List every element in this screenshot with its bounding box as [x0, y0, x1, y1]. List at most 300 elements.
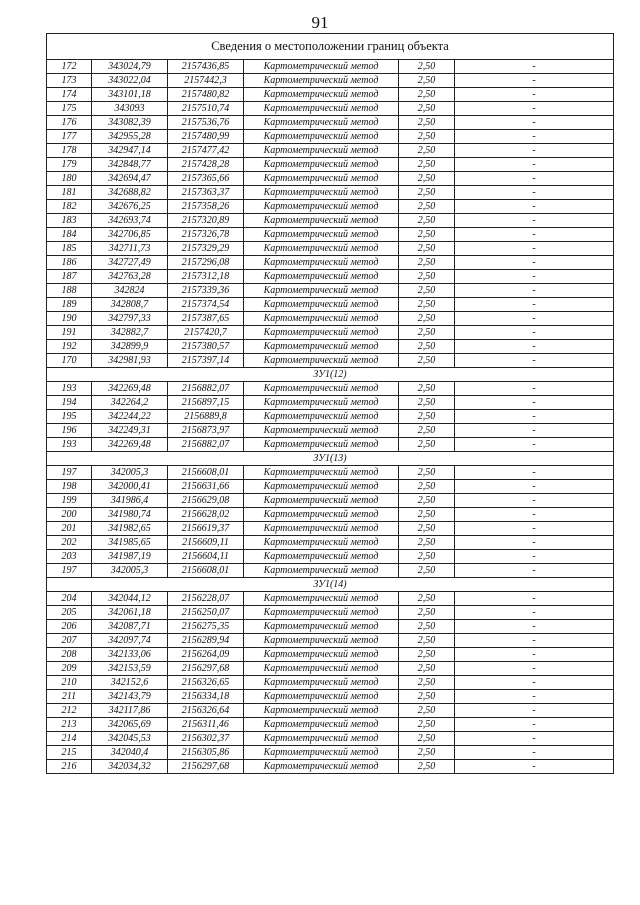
method-cell: Картометрический метод: [244, 438, 399, 452]
method-cell: Картометрический метод: [244, 396, 399, 410]
table-row: [47, 508, 614, 522]
point-number-cell: 193: [47, 438, 92, 452]
method-cell: Картометрический метод: [244, 718, 399, 732]
point-number-cell: 214: [47, 732, 92, 746]
y-coordinate-cell: 2156882,07: [168, 438, 244, 452]
y-coordinate-cell: 2156889,8: [168, 410, 244, 424]
accuracy-cell: 2,50: [399, 186, 455, 200]
point-number-cell: 178: [47, 144, 92, 158]
x-coordinate-cell: 342065,69: [92, 718, 168, 732]
point-number-cell: 211: [47, 690, 92, 704]
method-cell: Картометрический метод: [244, 536, 399, 550]
description-cell: -: [455, 480, 614, 494]
description-cell: -: [455, 172, 614, 186]
method-cell: Картометрический метод: [244, 592, 399, 606]
method-cell: Картометрический метод: [244, 550, 399, 564]
point-number-cell: 186: [47, 256, 92, 270]
table-title-row: [47, 34, 614, 60]
x-coordinate-cell: 342676,25: [92, 200, 168, 214]
x-coordinate-cell: 343101,18: [92, 88, 168, 102]
table-row: [47, 760, 614, 774]
accuracy-cell: 2,50: [399, 662, 455, 676]
point-number-cell: 183: [47, 214, 92, 228]
table-row: [47, 438, 614, 452]
table-row: [47, 676, 614, 690]
table-row: [47, 354, 614, 368]
description-cell: -: [455, 606, 614, 620]
x-coordinate-cell: 342269,48: [92, 382, 168, 396]
y-coordinate-cell: 2156302,37: [168, 732, 244, 746]
y-coordinate-cell: 2157397,14: [168, 354, 244, 368]
accuracy-cell: 2,50: [399, 438, 455, 452]
description-cell: -: [455, 690, 614, 704]
table-body: [47, 34, 614, 774]
table-row: [47, 172, 614, 186]
accuracy-cell: 2,50: [399, 102, 455, 116]
accuracy-cell: 2,50: [399, 214, 455, 228]
accuracy-cell: 2,50: [399, 522, 455, 536]
description-cell: -: [455, 648, 614, 662]
description-cell: -: [455, 620, 614, 634]
point-number-cell: 198: [47, 480, 92, 494]
page-number: 91: [311, 13, 329, 32]
accuracy-cell: 2,50: [399, 228, 455, 242]
accuracy-cell: 2,50: [399, 74, 455, 88]
y-coordinate-cell: 2157329,29: [168, 242, 244, 256]
point-number-cell: 202: [47, 536, 92, 550]
y-coordinate-cell: 2157480,82: [168, 88, 244, 102]
description-cell: -: [455, 116, 614, 130]
x-coordinate-cell: 342763,28: [92, 270, 168, 284]
method-cell: Картометрический метод: [244, 494, 399, 508]
table-row: [47, 284, 614, 298]
accuracy-cell: 2,50: [399, 592, 455, 606]
y-coordinate-cell: 2156629,08: [168, 494, 244, 508]
y-coordinate-cell: 2156604,11: [168, 550, 244, 564]
y-coordinate-cell: 2157436,85: [168, 60, 244, 74]
accuracy-cell: 2,50: [399, 312, 455, 326]
description-cell: -: [455, 326, 614, 340]
table-row: [47, 214, 614, 228]
y-coordinate-cell: 2156297,68: [168, 662, 244, 676]
point-number-cell: 197: [47, 466, 92, 480]
description-cell: -: [455, 704, 614, 718]
method-cell: Картометрический метод: [244, 242, 399, 256]
description-cell: -: [455, 270, 614, 284]
point-number-cell: 216: [47, 760, 92, 774]
y-coordinate-cell: 2157296,08: [168, 256, 244, 270]
point-number-cell: 210: [47, 676, 92, 690]
table-row: [47, 74, 614, 88]
x-coordinate-cell: 342848,77: [92, 158, 168, 172]
table-row: [47, 704, 614, 718]
accuracy-cell: 2,50: [399, 606, 455, 620]
x-coordinate-cell: 342693,74: [92, 214, 168, 228]
table-row: [47, 298, 614, 312]
method-cell: Картометрический метод: [244, 760, 399, 774]
method-cell: Картометрический метод: [244, 326, 399, 340]
x-coordinate-cell: 342005,3: [92, 466, 168, 480]
accuracy-cell: 2,50: [399, 200, 455, 214]
method-cell: Картометрический метод: [244, 312, 399, 326]
point-number-cell: 207: [47, 634, 92, 648]
method-cell: Картометрический метод: [244, 74, 399, 88]
x-coordinate-cell: 342264,2: [92, 396, 168, 410]
point-number-cell: 184: [47, 228, 92, 242]
description-cell: -: [455, 340, 614, 354]
method-cell: Картометрический метод: [244, 606, 399, 620]
method-cell: Картометрический метод: [244, 732, 399, 746]
x-coordinate-cell: 342045,53: [92, 732, 168, 746]
table-row: [47, 396, 614, 410]
y-coordinate-cell: 2157374,54: [168, 298, 244, 312]
point-number-cell: 179: [47, 158, 92, 172]
table-row: [47, 340, 614, 354]
x-coordinate-cell: 342899,9: [92, 340, 168, 354]
point-number-cell: 203: [47, 550, 92, 564]
y-coordinate-cell: 2157510,74: [168, 102, 244, 116]
accuracy-cell: 2,50: [399, 354, 455, 368]
table-row: [47, 662, 614, 676]
accuracy-cell: 2,50: [399, 746, 455, 760]
point-number-cell: 213: [47, 718, 92, 732]
y-coordinate-cell: 2157428,28: [168, 158, 244, 172]
table-row: [47, 718, 614, 732]
accuracy-cell: 2,50: [399, 536, 455, 550]
description-cell: -: [455, 536, 614, 550]
x-coordinate-cell: 341980,74: [92, 508, 168, 522]
point-number-cell: 191: [47, 326, 92, 340]
section-row: [47, 578, 614, 592]
description-cell: -: [455, 410, 614, 424]
table-row: [47, 536, 614, 550]
method-cell: Картометрический метод: [244, 186, 399, 200]
method-cell: Картометрический метод: [244, 270, 399, 284]
x-coordinate-cell: 342034,32: [92, 760, 168, 774]
point-number-cell: 199: [47, 494, 92, 508]
y-coordinate-cell: 2156608,01: [168, 564, 244, 578]
x-coordinate-cell: 341982,65: [92, 522, 168, 536]
x-coordinate-cell: 342005,3: [92, 564, 168, 578]
y-coordinate-cell: 2157380,57: [168, 340, 244, 354]
table-row: [47, 550, 614, 564]
accuracy-cell: 2,50: [399, 648, 455, 662]
table-row: [47, 256, 614, 270]
point-number-cell: 206: [47, 620, 92, 634]
y-coordinate-cell: 2157339,36: [168, 284, 244, 298]
description-cell: -: [455, 746, 614, 760]
description-cell: -: [455, 312, 614, 326]
accuracy-cell: 2,50: [399, 60, 455, 74]
x-coordinate-cell: 343022,04: [92, 74, 168, 88]
method-cell: Картометрический метод: [244, 424, 399, 438]
point-number-cell: 193: [47, 382, 92, 396]
y-coordinate-cell: 2157536,76: [168, 116, 244, 130]
accuracy-cell: 2,50: [399, 382, 455, 396]
y-coordinate-cell: 2157320,89: [168, 214, 244, 228]
table-row: [47, 326, 614, 340]
point-number-cell: 174: [47, 88, 92, 102]
description-cell: -: [455, 158, 614, 172]
table-row: [47, 690, 614, 704]
y-coordinate-cell: 2156873,97: [168, 424, 244, 438]
y-coordinate-cell: 2156619,37: [168, 522, 244, 536]
table-row: [47, 522, 614, 536]
description-cell: -: [455, 676, 614, 690]
table-row: [47, 158, 614, 172]
y-coordinate-cell: 2157365,66: [168, 172, 244, 186]
method-cell: Картометрический метод: [244, 620, 399, 634]
method-cell: Картометрический метод: [244, 410, 399, 424]
accuracy-cell: 2,50: [399, 340, 455, 354]
description-cell: -: [455, 508, 614, 522]
description-cell: -: [455, 354, 614, 368]
accuracy-cell: 2,50: [399, 760, 455, 774]
method-cell: Картометрический метод: [244, 158, 399, 172]
method-cell: Картометрический метод: [244, 564, 399, 578]
accuracy-cell: 2,50: [399, 130, 455, 144]
x-coordinate-cell: 342706,85: [92, 228, 168, 242]
x-coordinate-cell: 342947,14: [92, 144, 168, 158]
y-coordinate-cell: 2156250,07: [168, 606, 244, 620]
table-row: [47, 466, 614, 480]
y-coordinate-cell: 2156264,09: [168, 648, 244, 662]
method-cell: Картометрический метод: [244, 704, 399, 718]
table-row: [47, 242, 614, 256]
description-cell: -: [455, 74, 614, 88]
point-number-cell: 195: [47, 410, 92, 424]
x-coordinate-cell: 343082,39: [92, 116, 168, 130]
table-row: [47, 270, 614, 284]
table-row: [47, 130, 614, 144]
method-cell: Картометрический метод: [244, 690, 399, 704]
table-row: [47, 648, 614, 662]
method-cell: Картометрический метод: [244, 662, 399, 676]
description-cell: -: [455, 718, 614, 732]
y-coordinate-cell: 2156628,02: [168, 508, 244, 522]
y-coordinate-cell: 2156882,07: [168, 382, 244, 396]
x-coordinate-cell: 342152,6: [92, 676, 168, 690]
accuracy-cell: 2,50: [399, 158, 455, 172]
accuracy-cell: 2,50: [399, 88, 455, 102]
y-coordinate-cell: 2157420,7: [168, 326, 244, 340]
y-coordinate-cell: 2157363,37: [168, 186, 244, 200]
x-coordinate-cell: 342882,7: [92, 326, 168, 340]
table-row: [47, 494, 614, 508]
accuracy-cell: 2,50: [399, 718, 455, 732]
y-coordinate-cell: 2156897,15: [168, 396, 244, 410]
boundary-coordinates-table: [46, 33, 614, 774]
method-cell: Картометрический метод: [244, 508, 399, 522]
accuracy-cell: 2,50: [399, 410, 455, 424]
method-cell: Картометрический метод: [244, 298, 399, 312]
accuracy-cell: 2,50: [399, 564, 455, 578]
method-cell: Картометрический метод: [244, 676, 399, 690]
method-cell: Картометрический метод: [244, 480, 399, 494]
accuracy-cell: 2,50: [399, 508, 455, 522]
table-row: [47, 634, 614, 648]
table-row: [47, 564, 614, 578]
point-number-cell: 215: [47, 746, 92, 760]
x-coordinate-cell: 341986,4: [92, 494, 168, 508]
table-row: [47, 200, 614, 214]
y-coordinate-cell: 2157442,3: [168, 74, 244, 88]
method-cell: Картометрический метод: [244, 144, 399, 158]
x-coordinate-cell: 342797,33: [92, 312, 168, 326]
x-coordinate-cell: 342087,71: [92, 620, 168, 634]
method-cell: Картометрический метод: [244, 522, 399, 536]
description-cell: -: [455, 662, 614, 676]
section-label: ЗУ1(13): [47, 452, 614, 466]
x-coordinate-cell: 342824: [92, 284, 168, 298]
method-cell: Картометрический метод: [244, 382, 399, 396]
y-coordinate-cell: 2156609,11: [168, 536, 244, 550]
accuracy-cell: 2,50: [399, 550, 455, 564]
accuracy-cell: 2,50: [399, 690, 455, 704]
description-cell: -: [455, 550, 614, 564]
point-number-cell: 208: [47, 648, 92, 662]
point-number-cell: 196: [47, 424, 92, 438]
description-cell: -: [455, 564, 614, 578]
table-row: [47, 186, 614, 200]
table-row: [47, 88, 614, 102]
method-cell: Картометрический метод: [244, 60, 399, 74]
accuracy-cell: 2,50: [399, 466, 455, 480]
x-coordinate-cell: 342040,4: [92, 746, 168, 760]
method-cell: Картометрический метод: [244, 88, 399, 102]
y-coordinate-cell: 2156631,66: [168, 480, 244, 494]
description-cell: -: [455, 466, 614, 480]
method-cell: Картометрический метод: [244, 648, 399, 662]
description-cell: -: [455, 60, 614, 74]
accuracy-cell: 2,50: [399, 326, 455, 340]
point-number-cell: 182: [47, 200, 92, 214]
description-cell: -: [455, 186, 614, 200]
point-number-cell: 170: [47, 354, 92, 368]
method-cell: Картометрический метод: [244, 228, 399, 242]
x-coordinate-cell: 342044,12: [92, 592, 168, 606]
description-cell: -: [455, 200, 614, 214]
y-coordinate-cell: 2156334,18: [168, 690, 244, 704]
accuracy-cell: 2,50: [399, 676, 455, 690]
y-coordinate-cell: 2157358,26: [168, 200, 244, 214]
point-number-cell: 175: [47, 102, 92, 116]
point-number-cell: 172: [47, 60, 92, 74]
y-coordinate-cell: 2157480,99: [168, 130, 244, 144]
point-number-cell: 180: [47, 172, 92, 186]
accuracy-cell: 2,50: [399, 704, 455, 718]
method-cell: Картометрический метод: [244, 634, 399, 648]
x-coordinate-cell: 342249,31: [92, 424, 168, 438]
point-number-cell: 185: [47, 242, 92, 256]
table-row: [47, 116, 614, 130]
y-coordinate-cell: 2157477,42: [168, 144, 244, 158]
table-row: [47, 312, 614, 326]
y-coordinate-cell: 2156289,94: [168, 634, 244, 648]
point-number-cell: 204: [47, 592, 92, 606]
x-coordinate-cell: 341987,19: [92, 550, 168, 564]
y-coordinate-cell: 2156228,07: [168, 592, 244, 606]
accuracy-cell: 2,50: [399, 480, 455, 494]
x-coordinate-cell: 342143,79: [92, 690, 168, 704]
description-cell: -: [455, 256, 614, 270]
section-row: [47, 368, 614, 382]
y-coordinate-cell: 2156608,01: [168, 466, 244, 480]
accuracy-cell: 2,50: [399, 494, 455, 508]
y-coordinate-cell: 2157387,65: [168, 312, 244, 326]
method-cell: Картометрический метод: [244, 340, 399, 354]
description-cell: -: [455, 732, 614, 746]
point-number-cell: 192: [47, 340, 92, 354]
description-cell: -: [455, 634, 614, 648]
description-cell: -: [455, 242, 614, 256]
table-title: Сведения о местоположении границ объекта: [47, 34, 614, 60]
point-number-cell: 190: [47, 312, 92, 326]
x-coordinate-cell: 343024,79: [92, 60, 168, 74]
y-coordinate-cell: 2156311,46: [168, 718, 244, 732]
table-row: [47, 410, 614, 424]
accuracy-cell: 2,50: [399, 256, 455, 270]
x-coordinate-cell: 342153,59: [92, 662, 168, 676]
x-coordinate-cell: 342727,49: [92, 256, 168, 270]
x-coordinate-cell: 342688,82: [92, 186, 168, 200]
x-coordinate-cell: 342244,22: [92, 410, 168, 424]
table-row: [47, 480, 614, 494]
section-label: ЗУ1(12): [47, 368, 614, 382]
method-cell: Картометрический метод: [244, 130, 399, 144]
point-number-cell: 173: [47, 74, 92, 88]
method-cell: Картометрический метод: [244, 214, 399, 228]
x-coordinate-cell: 341985,65: [92, 536, 168, 550]
method-cell: Картометрический метод: [244, 256, 399, 270]
point-number-cell: 201: [47, 522, 92, 536]
description-cell: -: [455, 88, 614, 102]
description-cell: -: [455, 228, 614, 242]
description-cell: -: [455, 494, 614, 508]
point-number-cell: 205: [47, 606, 92, 620]
y-coordinate-cell: 2156326,65: [168, 676, 244, 690]
accuracy-cell: 2,50: [399, 396, 455, 410]
description-cell: -: [455, 298, 614, 312]
table-row: [47, 592, 614, 606]
accuracy-cell: 2,50: [399, 270, 455, 284]
point-number-cell: 177: [47, 130, 92, 144]
accuracy-cell: 2,50: [399, 172, 455, 186]
section-label: ЗУ1(14): [47, 578, 614, 592]
accuracy-cell: 2,50: [399, 284, 455, 298]
point-number-cell: 212: [47, 704, 92, 718]
y-coordinate-cell: 2157312,18: [168, 270, 244, 284]
y-coordinate-cell: 2156326,64: [168, 704, 244, 718]
method-cell: Картометрический метод: [244, 102, 399, 116]
x-coordinate-cell: 342808,7: [92, 298, 168, 312]
table-row: [47, 746, 614, 760]
description-cell: -: [455, 102, 614, 116]
y-coordinate-cell: 2156275,35: [168, 620, 244, 634]
description-cell: -: [455, 396, 614, 410]
accuracy-cell: 2,50: [399, 620, 455, 634]
x-coordinate-cell: 342097,74: [92, 634, 168, 648]
x-coordinate-cell: 342269,48: [92, 438, 168, 452]
table-row: [47, 228, 614, 242]
description-cell: -: [455, 382, 614, 396]
accuracy-cell: 2,50: [399, 424, 455, 438]
x-coordinate-cell: 342133,06: [92, 648, 168, 662]
table-row: [47, 620, 614, 634]
description-cell: -: [455, 424, 614, 438]
table-row: [47, 606, 614, 620]
x-coordinate-cell: 342117,86: [92, 704, 168, 718]
